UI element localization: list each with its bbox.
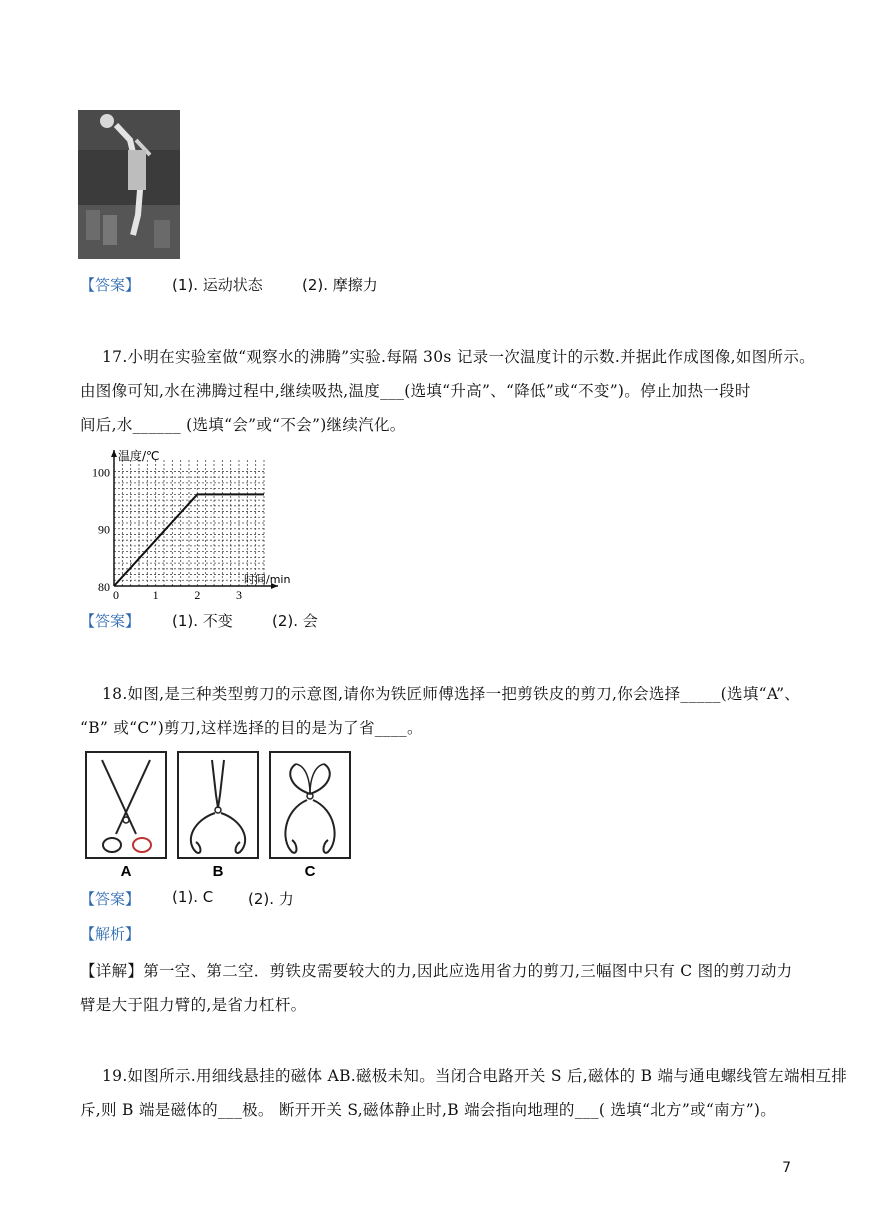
q17-line-2: 由图像可知,水在沸腾过程中,继续吸热,温度___(选填“升高”、“降低”或“不变”)。停止加热一段时 bbox=[80, 382, 751, 400]
q18-line-2: “B” 或“C”)剪刀,这样选择的目的是为了省____。 bbox=[80, 719, 423, 737]
q17-answer-2: (2). 会 bbox=[272, 612, 318, 630]
q19-line-1: 19.如图所示.用细线悬挂的磁体 AB.磁极未知。当闭合电路开关 S 后,磁体的 B 端与通电螺线管左端相互排 bbox=[102, 1067, 848, 1085]
q18-detail-line-2: 臂是大于阻力臂的,是省力杠杆。 bbox=[80, 996, 307, 1014]
chart-grid bbox=[114, 460, 264, 586]
scissors-label-a: A bbox=[120, 863, 132, 880]
q16-answer-1: (1). 运动状态 bbox=[172, 276, 263, 294]
x-tick-label: 2 bbox=[194, 588, 201, 600]
volleyball-photo bbox=[78, 110, 180, 259]
y-tick-label: 90 bbox=[98, 522, 110, 537]
y-axis-label: 温度/℃ bbox=[118, 449, 160, 463]
page-number: 7 bbox=[782, 1160, 791, 1176]
q17-line-3: 间后,水______ (选填“会”或“不会”)继续汽化。 bbox=[80, 416, 406, 434]
scissors-label-b: B bbox=[212, 863, 224, 880]
x-tick-label: 0 bbox=[113, 588, 119, 600]
q18-answer-2: (2). 力 bbox=[248, 890, 294, 908]
scissors-c-icon bbox=[270, 752, 350, 858]
q17-line-1: 17.小明在实验室做“观察水的沸腾”实验.每隔 30s 记录一次温度计的示数.并据此作成图像,如图所示。 bbox=[102, 348, 815, 366]
q18-line-1: 18.如图,是三种类型剪刀的示意图,请你为铁匠师傅选择一把剪铁皮的剪刀,你会选择_____(选填“A”、 bbox=[102, 685, 801, 703]
scissors-figure bbox=[84, 750, 356, 880]
q16-answer-2: (2). 摩擦力 bbox=[302, 276, 378, 294]
x-tick-label: 3 bbox=[236, 588, 242, 600]
y-tick-label: 80 bbox=[98, 580, 110, 594]
y-tick-label: 100 bbox=[92, 465, 110, 480]
q18-detail-line-1: 【详解】第一空、第二空．剪铁皮需要较大的力,因此应选用省力的剪刀,三幅图中只有 C 图的剪刀动力 bbox=[80, 962, 793, 980]
scissors-label-c: C bbox=[304, 863, 316, 880]
q19-line-2: 斥,则 B 端是磁体的___极。 断开开关 S,磁体静止时,B 端会指向地理的___( 选填“北方”或“南方”)。 bbox=[80, 1101, 777, 1119]
q18-answer-1: (1). C bbox=[172, 888, 214, 906]
answer-tag: 【答案】 bbox=[80, 276, 141, 294]
chart-axes bbox=[111, 450, 278, 589]
scissors-b-icon bbox=[178, 752, 258, 858]
scissors-a-icon bbox=[86, 752, 166, 858]
q17-answer-1: (1). 不变 bbox=[172, 612, 233, 630]
x-axis-label: 时间/min bbox=[244, 573, 291, 586]
temperature-time-chart bbox=[88, 448, 298, 600]
x-tick-label: 1 bbox=[152, 588, 159, 600]
analysis-tag: 【解析】 bbox=[80, 925, 141, 943]
answer-tag-q17: 【答案】 bbox=[80, 612, 141, 630]
answer-tag-q18: 【答案】 bbox=[80, 890, 141, 908]
y-axis-arrow bbox=[111, 450, 117, 457]
